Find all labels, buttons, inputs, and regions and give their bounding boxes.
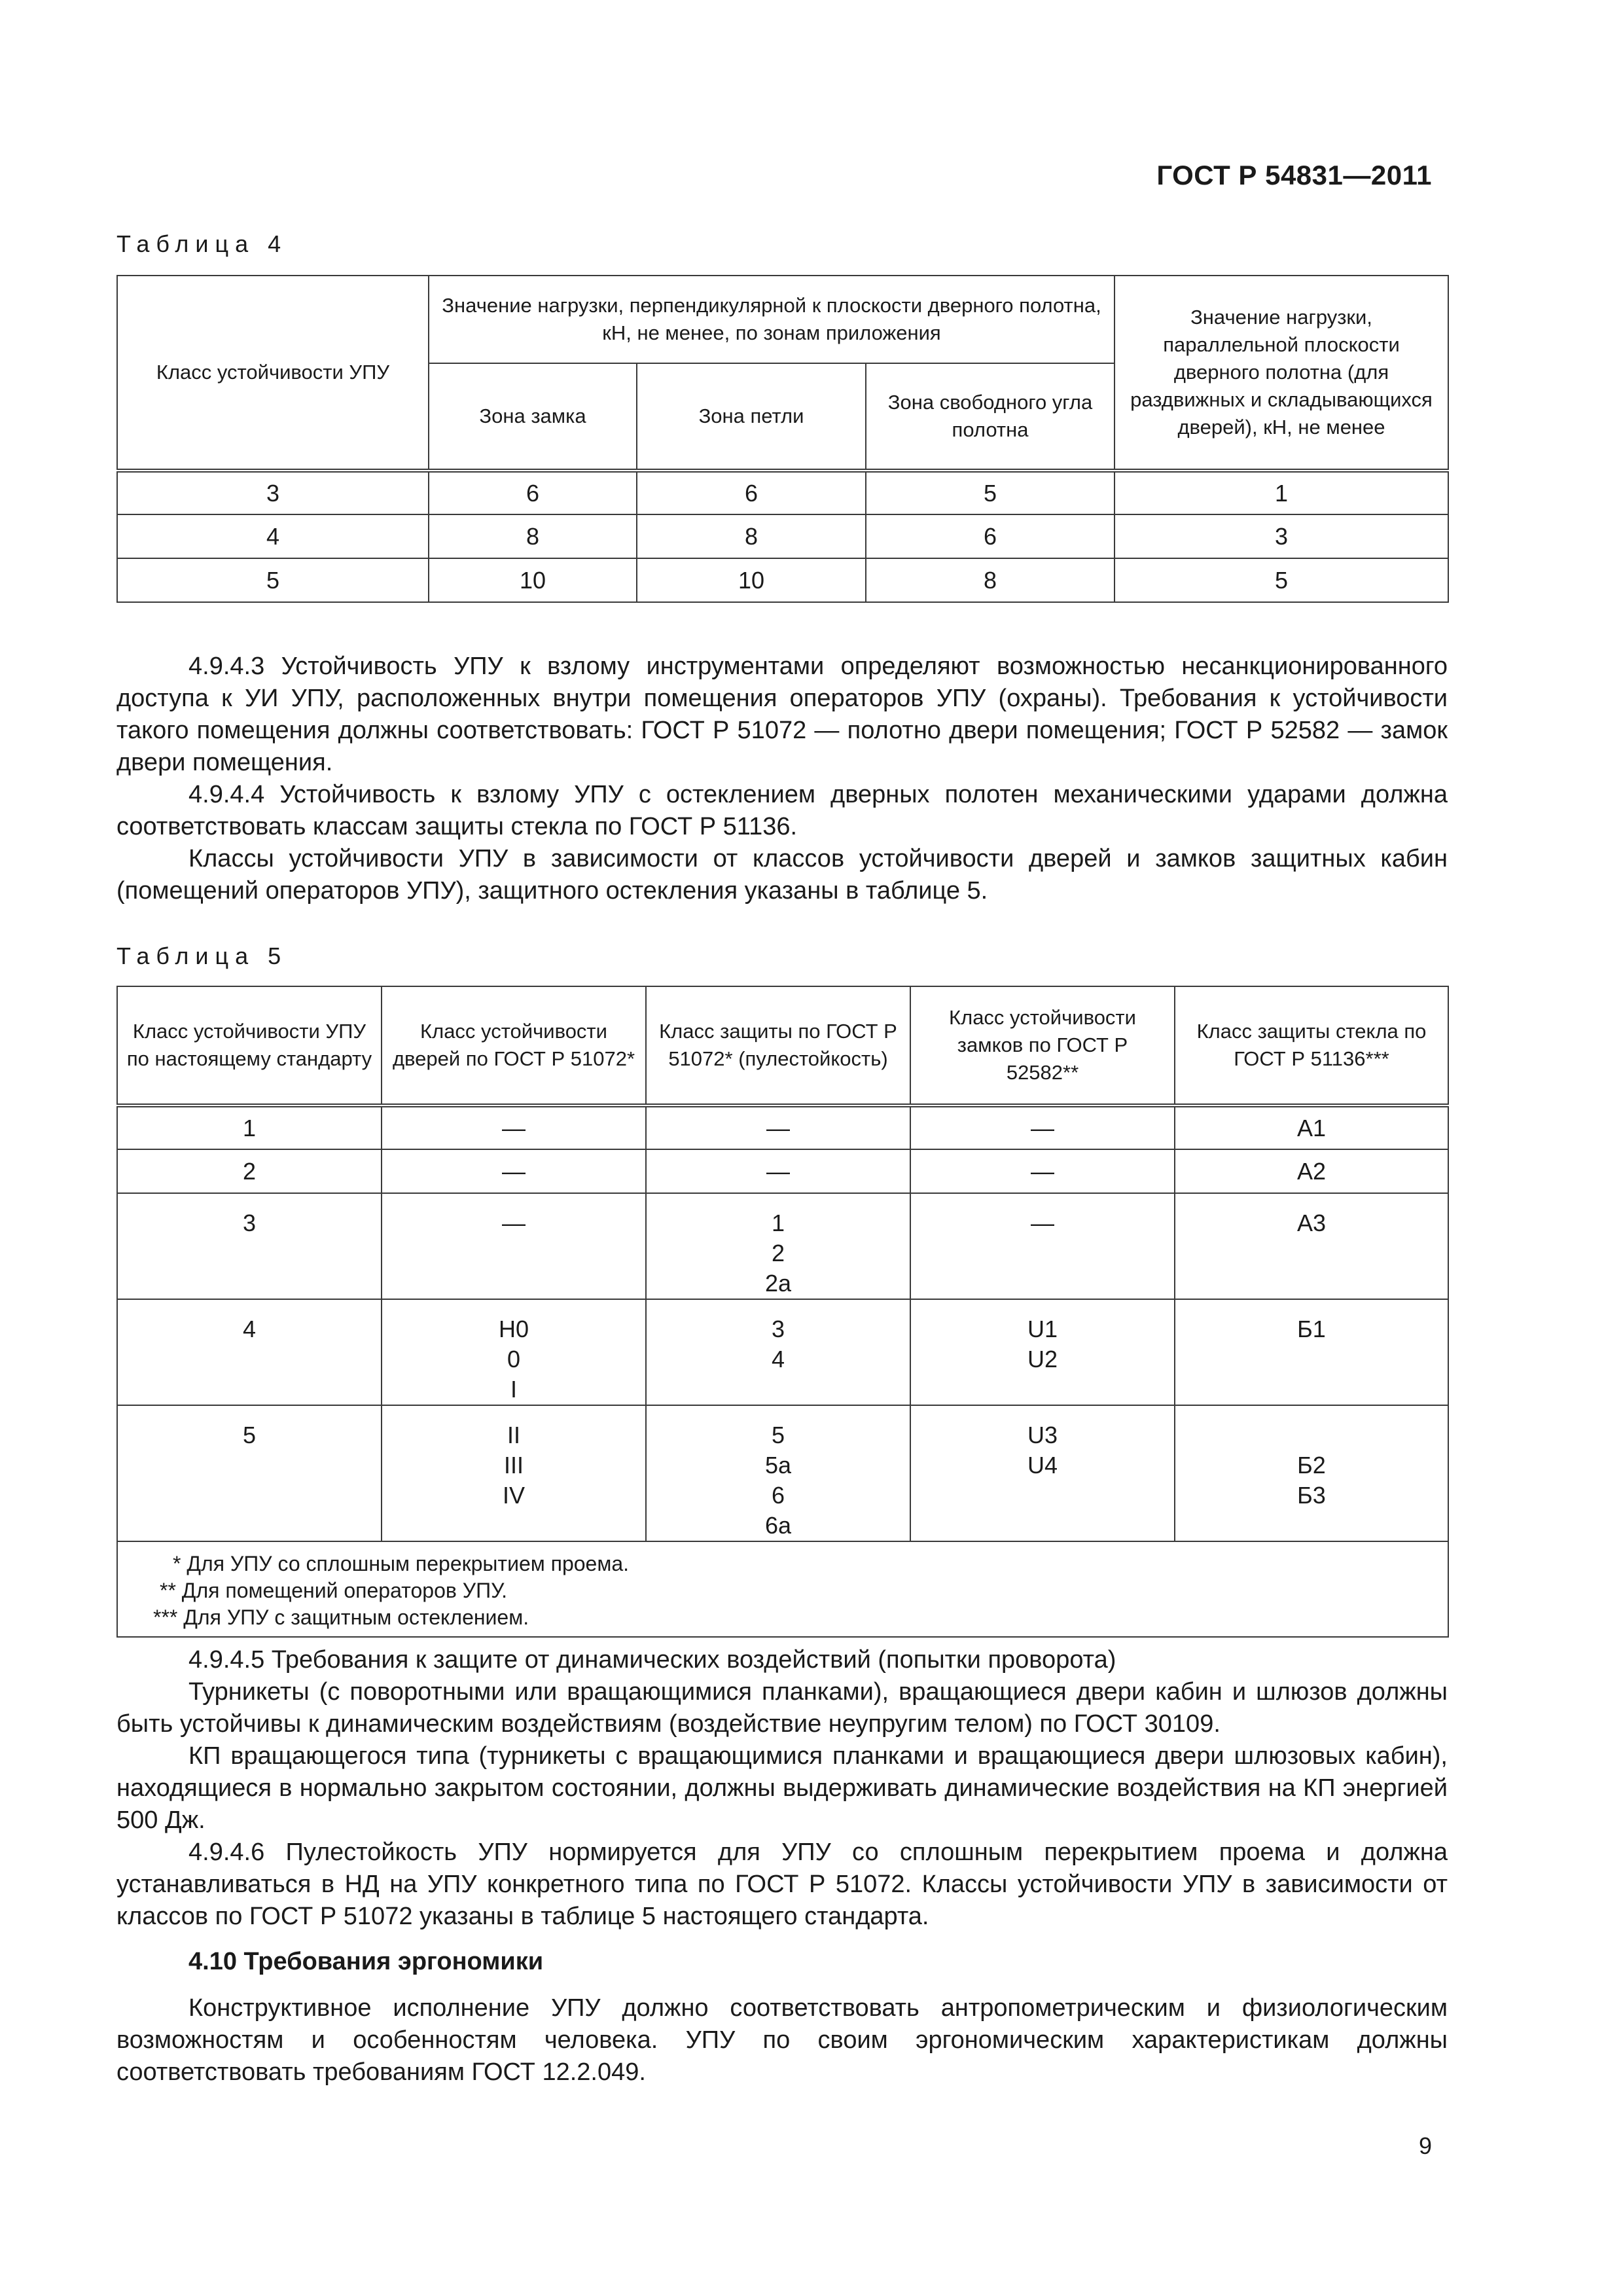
paragraph-4-9-4-3: 4.9.4.3 Устойчивость УПУ к взлому инструментами определяют возможностью несанкционированного доступа к УИ УПУ, расположенных внутри помещения операторов УПУ (охраны). Требования к устойчивости такого помещения должны соответствовать: ГОСТ Р 51072 — полотно двери помещения; ГОСТ Р 52582 — замок двери помещения. [116,653,1448,776]
document-code: ГОСТ Р 54831—2011 [1156,160,1432,190]
table5-value: U2 [1027,1346,1058,1372]
table5-cell: — [382,1193,646,1299]
footnote: ** Для помещений операторов УПУ. [160,1578,508,1602]
table5-value: U3 [1027,1422,1058,1448]
table5-cell: — [382,1105,646,1149]
table4-header-parallel: Значение нагрузки, параллельной плоскости дверного полотна (для раздвижных и складывающихся дверей), кН, не менее [1115,276,1448,471]
text-block-1 [116,651,1448,907]
table5-value: III [503,1452,524,1479]
table-row [117,1105,1448,1149]
table5-header-glass-protection: Класс защиты стекла по ГОСТ Р 51136*** [1175,986,1448,1105]
table5-value: I [510,1376,517,1403]
table4-cell: 5 [866,471,1115,514]
page-number: 9 [1418,2132,1432,2159]
table4-cell: 10 [637,558,866,602]
table4-cell: 6 [429,471,637,514]
table5-caption: Таблица 5 [116,942,288,969]
table5-value: 5 [771,1422,785,1448]
table5-header-bullet-protection: Класс защиты по ГОСТ Р 51072* (пулестойкость) [646,986,910,1105]
table5-value: U1 [1027,1316,1058,1342]
paragraph-classes: Классы устойчивости УПУ в зависимости от классов устойчивости дверей и замков защитных кабин (помещений операторов УПУ), защитного остекления указаны в таблице 5. [116,845,1448,905]
table5-value: II [507,1422,520,1448]
table5-header-class-doors: Класс устойчивости дверей по ГОСТ Р 51072* [382,986,646,1105]
table5-cell-list [646,1193,910,1299]
table-row [117,1149,1448,1193]
table5-cell: 3 [117,1193,382,1299]
table4-cell: 8 [429,514,637,558]
table4-cell: 5 [117,558,429,602]
table5-value: 6а [764,1512,792,1539]
table5-header-class-upu: Класс устойчивости УПУ по настоящему стандарту [117,986,382,1105]
table5-cell: 2 [117,1149,382,1193]
table5-cell: — [646,1149,910,1193]
table5-cell-list [382,1299,646,1405]
footnote: * Для УПУ со сплошным перекрытием проема. [173,1551,630,1575]
paragraph-turnstiles: Турникеты (с поворотными или вращающимися планками), вращающиеся двери кабин и шлюзов должны быть устойчивы к динамическим воздействиям (воздействие неупругим телом) по ГОСТ 30109. [116,1678,1448,1738]
paragraph-4-9-4-4: 4.9.4.4 Устойчивость к взлому УПУ с остеклением дверных полотен механическими ударами должна соответствовать классам защиты стекла по ГОСТ Р 51136. [116,781,1448,840]
table5-cell-list [646,1405,910,1541]
paragraph-ergonomics: Конструктивное исполнение УПУ должно соответствовать антропометрическим и физиологическим возможностям и особенностям человека. УПУ по своим эргономическим характеристикам должны соответствовать требованиям ГОСТ 12.2.049. [116,1994,1448,2086]
table5-value: Н0 [498,1316,529,1342]
text-block-3 [116,1992,1448,2089]
table5-header-row [117,986,1448,1105]
table5-cell: — [382,1149,646,1193]
table5-value: 0 [507,1346,521,1372]
table5-footnotes [117,1541,1448,1637]
table5-value: Б3 [1297,1482,1326,1509]
table-row [117,1193,1448,1299]
table4-header-class: Класс устойчивости УПУ [117,276,429,471]
table5-cell-list [382,1405,646,1541]
table5-cell: 4 [117,1299,382,1405]
table5-cell-list [910,1299,1175,1405]
table5-cell: А1 [1175,1105,1448,1149]
table5-cell: — [910,1105,1175,1149]
table4-header-zone-hinge: Зона петли [637,363,866,471]
table5-cell-list [910,1405,1175,1541]
table4-cell: 3 [1115,514,1448,558]
table5-value: 2 [771,1240,785,1266]
table4-cell: 6 [866,514,1115,558]
table5-cell: 1 [117,1105,382,1149]
table4-cell: 8 [637,514,866,558]
table5-cell: А2 [1175,1149,1448,1193]
table4-cell: 10 [429,558,637,602]
table-row [117,1299,1448,1405]
table5-value: 4 [771,1346,785,1372]
table4-cell: 5 [1115,558,1448,602]
table-row [117,514,1448,558]
table4-cell: 4 [117,514,429,558]
table5-cell: — [646,1105,910,1149]
table4-cell: 3 [117,471,429,514]
paragraph-4-9-4-6: 4.9.4.6 Пулестойкость УПУ нормируется для УПУ со сплошным перекрытием проема и должна устанавливаться в НД на УПУ конкретного типа по ГОСТ Р 51072. Классы устойчивости УПУ в зависимости от классов по ГОСТ Р 51072 указаны в таблице 5 настоящего стандарта. [116,1839,1448,1930]
paragraph-rotating-kp: КП вращающегося типа (турникеты с вращающимися планками и вращающиеся двери шлюзовых кабин), находящиеся в нормально закрытом состоянии, должны выдерживать динамические воздействия на КП энергией 500 Дж. [116,1742,1448,1834]
table4 [116,275,1449,603]
table4-caption: Таблица 4 [116,230,288,257]
table5-value: 3 [771,1316,785,1342]
table4-cell: 6 [637,471,866,514]
table5 [116,986,1449,1638]
table5-value: 6 [771,1482,785,1509]
footnote: *** Для УПУ с защитным остеклением. [153,1605,529,1629]
paragraph-4-9-4-5: 4.9.4.5 Требования к защите от динамических воздействий (попытки проворота) [188,1646,1116,1674]
table-row [117,471,1448,514]
table5-cell-list [1175,1405,1448,1541]
table4-cell: 1 [1115,471,1448,514]
table5-value: IV [502,1482,525,1509]
table5-cell: — [910,1193,1175,1299]
table5-value: 2а [764,1270,792,1297]
table5-cell: — [910,1149,1175,1193]
table4-header-zone-free: Зона свободного угла полотна [866,363,1115,471]
table4-header-row [117,276,1448,363]
table-row [117,1405,1448,1541]
table5-cell: 5 [117,1405,382,1541]
text-block-2 [116,1644,1448,1933]
table5-cell-list [646,1299,910,1405]
table4-header-perpendicular: Значение нагрузки, перпендикулярной к плоскости дверного полотна, кН, не менее, по зонам приложения [429,276,1115,363]
table5-footnotes-row [117,1541,1448,1637]
table5-value: Б2 [1297,1452,1326,1479]
table5-value: 1 [771,1210,785,1236]
table4-header-zone-lock: Зона замка [429,363,637,471]
table-row [117,558,1448,602]
table5-cell: А3 [1175,1193,1448,1299]
section-title-4-10: 4.10 Требования эргономики [188,1948,544,1975]
table5-cell: Б1 [1175,1299,1448,1405]
table5-value: 5а [764,1452,792,1479]
table4-cell: 8 [866,558,1115,602]
table5-value: U4 [1027,1452,1058,1479]
table5-header-class-locks: Класс устойчивости замков по ГОСТ Р 52582** [910,986,1175,1105]
